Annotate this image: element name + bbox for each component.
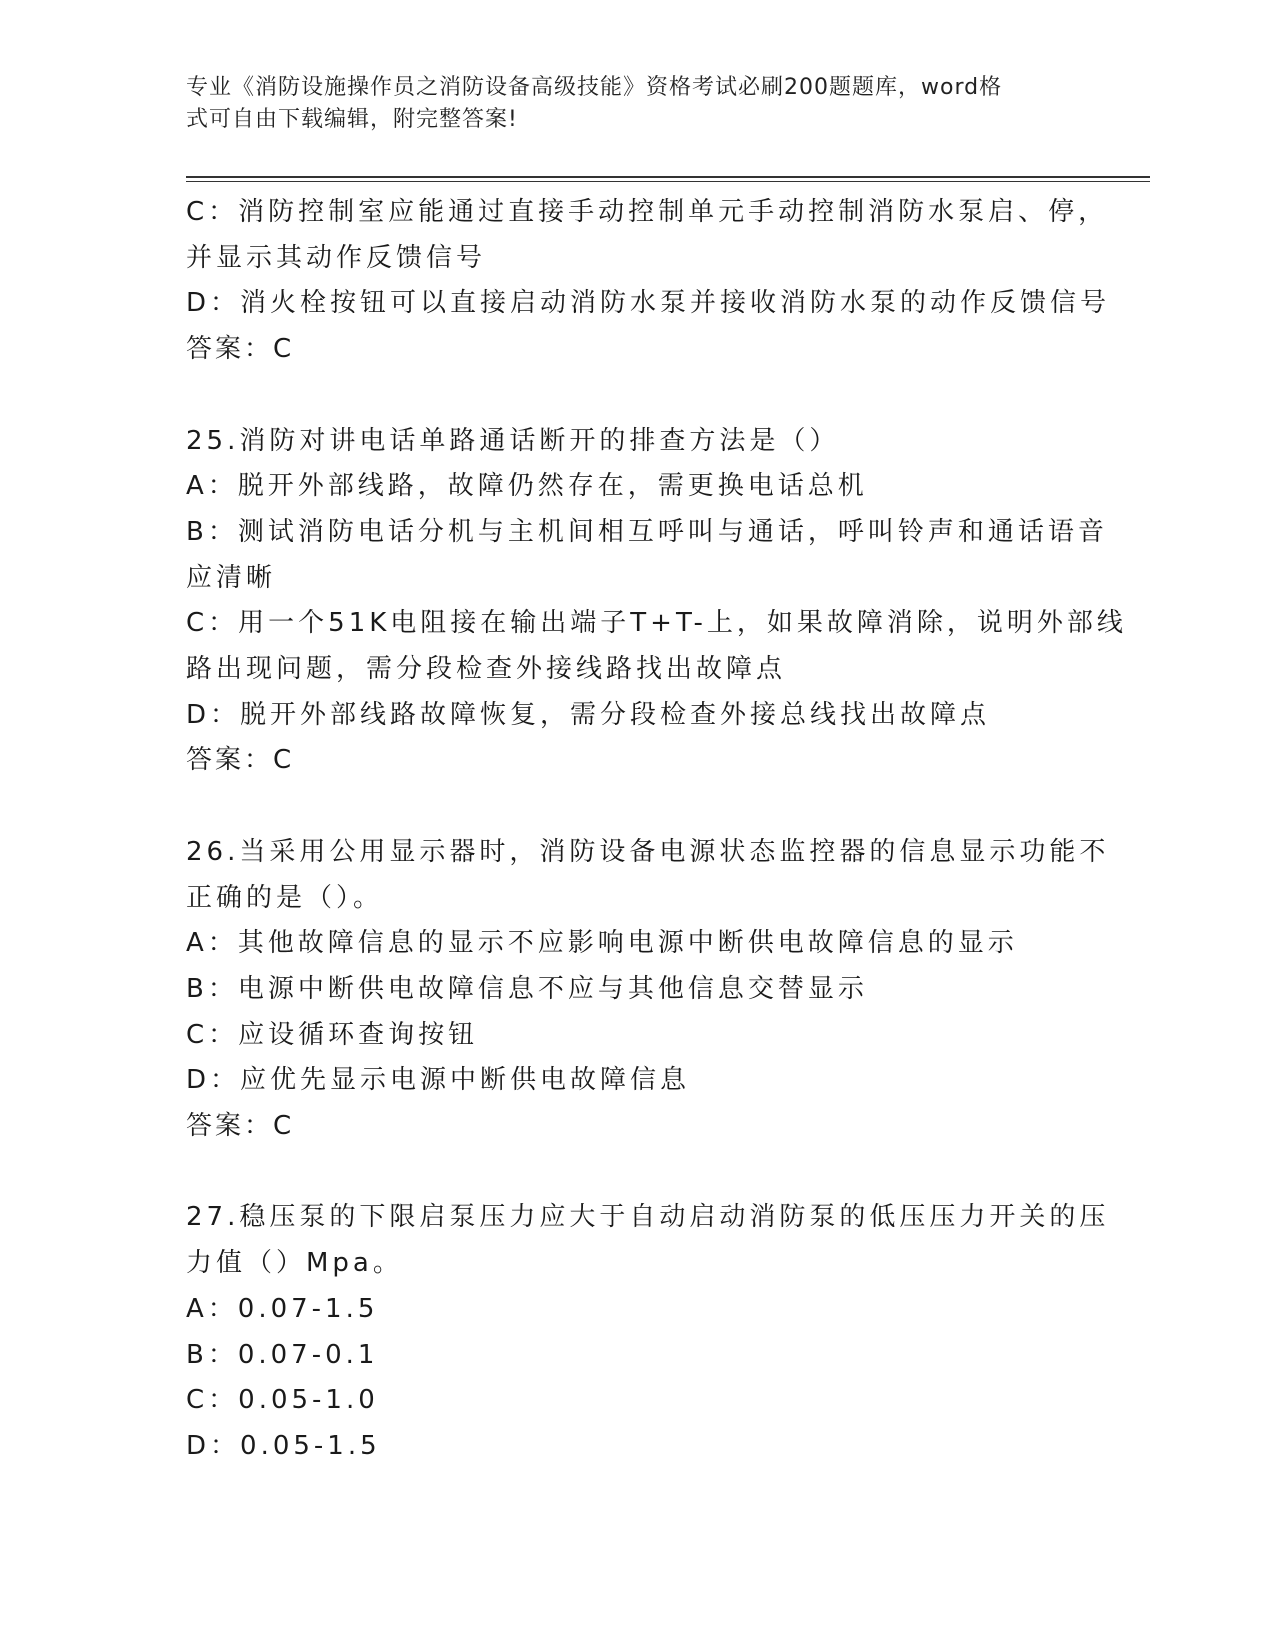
q26-option-a: A：其他故障信息的显示不应影响电源中断供电故障信息的显示: [186, 928, 1018, 959]
q25-option-b-line-1: B：测试消防电话分机与主机间相互呼叫与通话，呼叫铃声和通话语音: [186, 516, 1108, 547]
question-25: [186, 419, 1127, 785]
q27-question-line-1: 27.稳压泵的下限启泵压力应大于自动启动消防泵的低压压力开关的压: [186, 1202, 1110, 1233]
q25-question: 25.消防对讲电话单路通话断开的排查方法是（）: [186, 425, 840, 456]
question-27: [186, 1195, 1110, 1469]
q25-option-c-line-1: C：用一个51K电阻接在输出端子T+T-上，如果故障消除，说明外部线: [186, 608, 1127, 639]
q26-option-b: B：电源中断供电故障信息不应与其他信息交替显示: [186, 973, 868, 1004]
q26-option-d: D：应优先显示电源中断供电故障信息: [186, 1065, 691, 1096]
q24-option-c-line-2: 并显示其动作反馈信号: [186, 242, 487, 273]
spacer: [186, 1150, 1086, 1196]
spacer: [186, 784, 1086, 830]
q27-question-line-2: 力值（）Mpa。: [186, 1248, 403, 1279]
q24-option-d: D：消火栓按钮可以直接启动消防水泵并接收消防水泵的动作反馈信号: [186, 288, 1111, 319]
q26-question-line-1: 26.当采用公用显示器时，消防设备电源状态监控器的信息显示功能不: [186, 836, 1110, 867]
page-header: [186, 72, 1066, 136]
q27-option-c: C：0.05-1.0: [186, 1385, 379, 1416]
q26-answer: 答案：C: [186, 1111, 295, 1142]
q27-option-a: A：0.07-1.5: [186, 1293, 379, 1324]
question-24-tail: [186, 190, 1111, 373]
q25-option-d: D：脱开外部线路故障恢复，需分段检查外接总线找出故障点: [186, 699, 991, 730]
q25-option-b-line-2: 应清晰: [186, 562, 277, 593]
header-line-2: 式可自由下载编辑，附完整答案!: [186, 107, 518, 132]
spacer: [186, 373, 1086, 419]
question-26: [186, 830, 1110, 1150]
q24-option-c-line-1: C：消防控制室应能通过直接手动控制单元手动控制消防水泵启、停，: [186, 197, 1109, 227]
q26-option-c: C：应设循环查询按钮: [186, 1019, 479, 1050]
q27-option-d: D：0.05-1.5: [186, 1430, 381, 1461]
q25-option-a: A：脱开外部线路，故障仍然存在，需更换电话总机: [186, 471, 868, 502]
q27-option-b: B：0.07-0.1: [186, 1339, 379, 1370]
header-divider: [186, 176, 1150, 182]
question-content: [186, 190, 1127, 1470]
header-line-1: 专业《消防设施操作员之消防设备高级技能》资格考试必刷200题题库，word格: [186, 75, 1003, 100]
q26-question-line-2: 正确的是（）。: [186, 882, 384, 913]
q24-answer: 答案：C: [186, 334, 295, 365]
q25-answer: 答案：C: [186, 745, 295, 776]
q25-option-c-line-2: 路出现问题，需分段检查外接线路找出故障点: [186, 654, 787, 685]
